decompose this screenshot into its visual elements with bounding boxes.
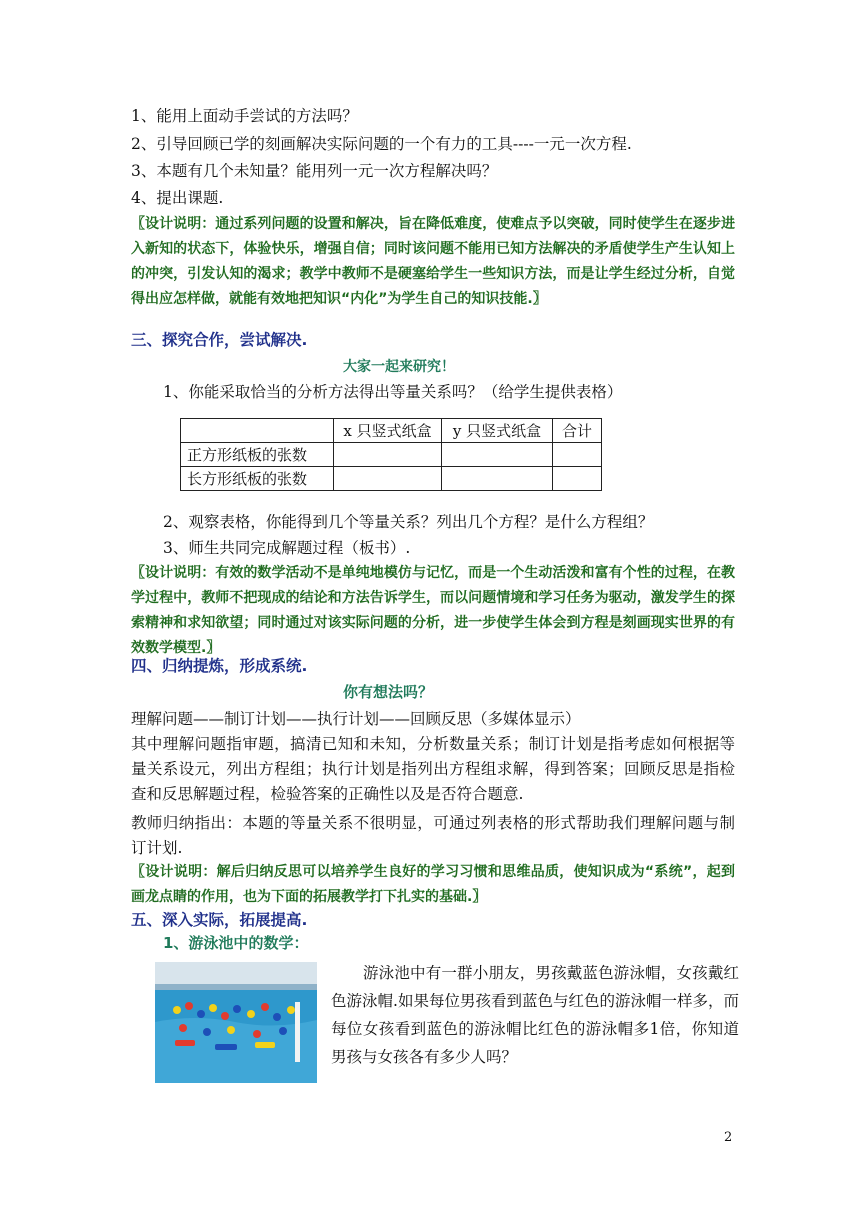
swimming-pool-illustration	[155, 962, 317, 1083]
table-header-cell: y 只竖式纸盒	[442, 419, 553, 443]
item-2: 2、引导回顾已学的刻画解决实际问题的一个有力的工具----一元一次方程.	[131, 135, 632, 153]
table-cell	[442, 443, 553, 467]
section-heading: 五、深入实际，拓展提高.	[131, 911, 308, 929]
design-note: 〖设计说明：通过系列问题的设置和解决，旨在降低难度，使难点予以突破，同时使学生在逐步进入新知的状态下，体验快乐，增强自信；同时该问题不能用已知方法解决的矛盾使学生产生认知上的冲突，引发认知的渴求；教学中教师不是硬塞给学生一些知识方法，而是让学生经过分析，自觉得出应怎样做，就能有效地把知识“内化”为学生自己的知识技能.〗	[131, 216, 735, 307]
page-number: 2	[724, 1130, 733, 1145]
section-heading: 四、归纳提炼，形成系统.	[131, 657, 308, 675]
question-1: 1、你能采取恰当的分析方法得出等量关系吗？（给学生提供表格）	[163, 383, 623, 401]
question-3: 3、师生共同完成解题过程（板书）.	[163, 539, 411, 557]
table-cell	[334, 443, 442, 467]
section-subheading: 1、游泳池中的数学：	[163, 934, 309, 952]
table-row	[181, 443, 602, 467]
section-subheading: 你有想法吗？	[343, 683, 434, 701]
table-cell	[553, 467, 602, 491]
table-cell	[334, 467, 442, 491]
table-header-cell: x 只竖式纸盒	[334, 419, 442, 443]
analysis-table	[180, 418, 602, 491]
item-4: 4、提出课题.	[131, 189, 224, 207]
table-header-row	[181, 419, 602, 443]
section-heading: 三、探究合作，尝试解决.	[131, 331, 308, 349]
design-note: 〖设计说明：解后归纳反思可以培养学生良好的学习习惯和思维品质，使知识成为“系统”，起到画龙点睛的作用，也为下面的拓展教学打下扎实的基础.〗	[131, 864, 735, 905]
table-cell: 正方形纸板的张数	[181, 443, 334, 467]
question-2: 2、观察表格，你能得到几个等量关系？列出几个方程？是什么方程组？	[163, 513, 654, 531]
table-header-cell: 合计	[553, 419, 602, 443]
summary-line: 理解问题——制订计划——执行计划——回顾反思（多媒体显示）	[131, 710, 581, 728]
summary-paragraph: 其中理解问题指审题，搞清已知和未知，分析数量关系；制订计划是指考虑如何根据等量关系设元，列出方程组；执行计划是指列出方程组求解，得到答案；回顾反思是指检查和反思解题过程，检验答案的正确性以及是否符合题意.	[131, 735, 735, 803]
table-cell: 长方形纸板的张数	[181, 467, 334, 491]
table-cell	[442, 467, 553, 491]
table-row	[181, 467, 602, 491]
section-subheading: 大家一起来研究！	[343, 359, 455, 375]
design-note: 〖设计说明：有效的数学活动不是单纯地模仿与记忆，而是一个生动活泼和富有个性的过程，在教学过程中，教师不把现成的结论和方法告诉学生，而以问题情境和学习任务为驱动，激发学生的探索精神和求知欲望；同时通过对该实际问题的分析，进一步使学生体会到方程是刻画现实世界的有效数学模型.〗	[131, 565, 735, 656]
summary-conclusion: 教师归纳指出：本题的等量关系不很明显，可通过列表格的形式帮助我们理解问题与制订计划.	[131, 814, 735, 857]
item-3: 3、本题有几个未知量？能用列一元一次方程解决吗？	[131, 162, 498, 180]
problem-text: 游泳池中有一群小朋友，男孩戴蓝色游泳帽，女孩戴红色游泳帽.如果每位男孩看到蓝色与红色的游泳帽一样多，而每位女孩看到蓝色的游泳帽比红色的游泳帽多1倍，你知道男孩与女孩各有多少人吗？	[331, 964, 739, 1066]
swimming-pool-photo	[155, 962, 317, 1083]
table-cell	[553, 443, 602, 467]
item-1: 1、能用上面动手尝试的方法吗？	[131, 107, 358, 125]
table-header-cell	[181, 419, 334, 443]
